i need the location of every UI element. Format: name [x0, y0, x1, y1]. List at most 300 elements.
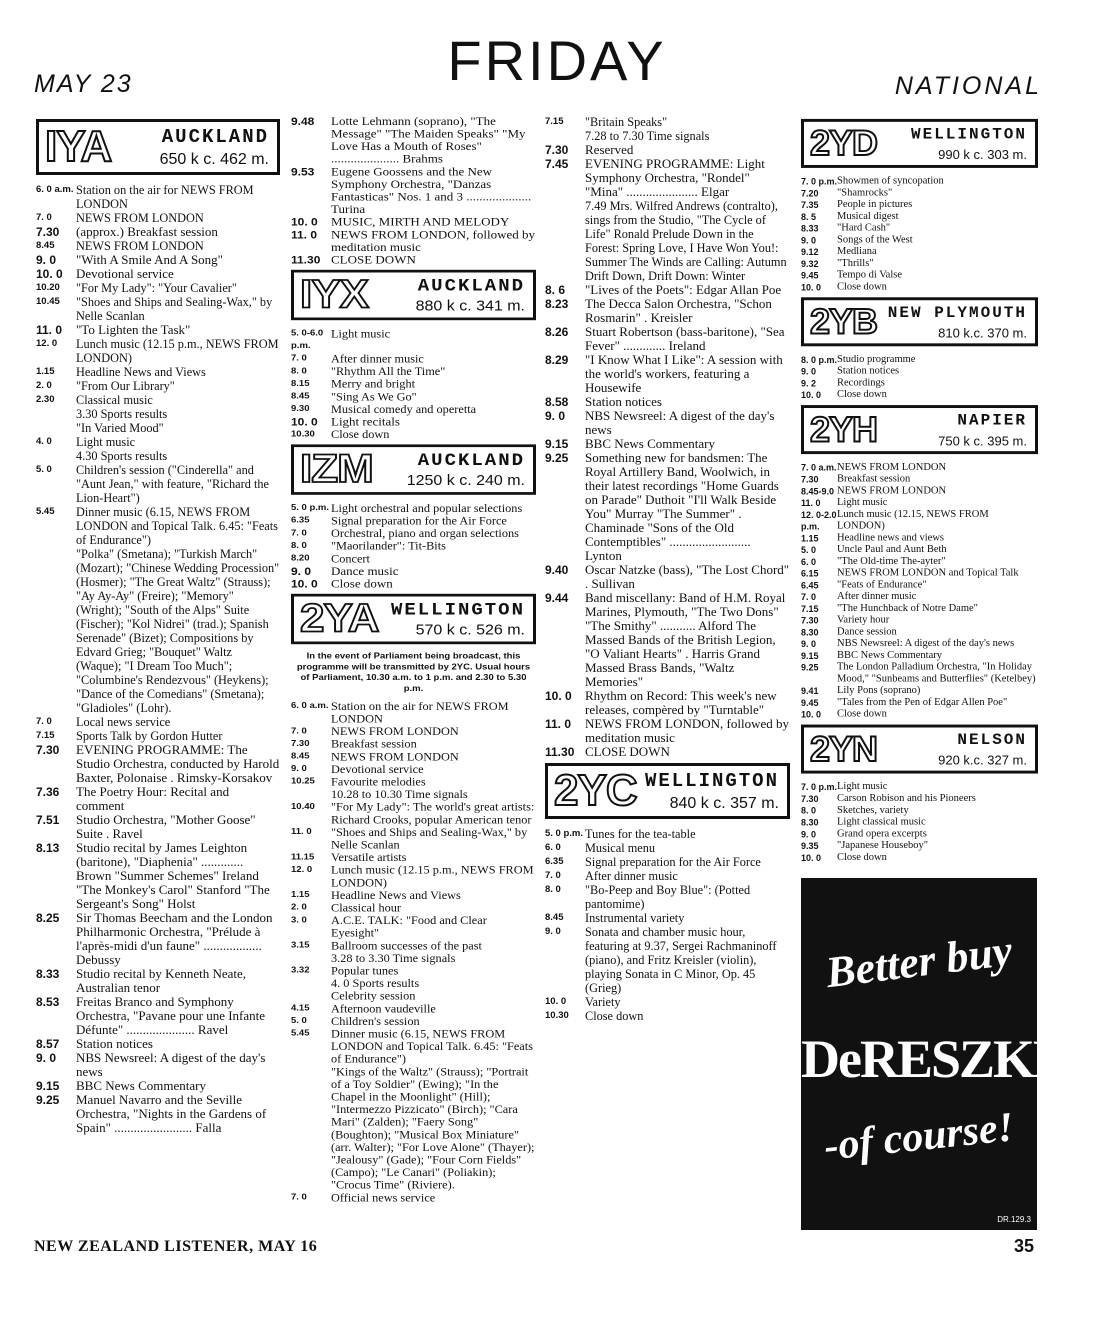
ad-line-1: Better buy — [823, 925, 1015, 998]
entry-description: "Polka" (Smetana); "Turkish March" (Mozart); "Chinese Wedding Procession" (Hosmer); "The Great Waltz" (Strauss); "Ay Ay-Ay" (Freire); "Memory" (Wright); "South of the Alps" Suite (Fischer); "Kol Nidrei" (trad.); Spanish Serenade" (Bizet); Compositions by Edvard Grieg; "Bouquet" Waltz (Waque); "I Dream Too Much"; "Columbine's Rendezvous" (Heykens); "Dance of the Comedians" (Smetana); "Gladioles" (Lohr). — [76, 547, 280, 715]
entry-description: "To Lighten the Task" — [76, 322, 191, 337]
schedule-entry — [801, 781, 1038, 793]
entry-description: Variety — [585, 995, 621, 1009]
schedule-entry — [801, 462, 1038, 474]
entry-description: NBS Newsreel: A digest of the day's news — [585, 408, 775, 437]
entry-time: 11. 0 — [36, 323, 63, 337]
schedule-entry — [801, 627, 1038, 639]
schedule-list — [801, 781, 1038, 863]
schedule-entry — [801, 246, 1038, 258]
entry-description: NBS Newsreel: A digest of the day's news — [76, 1050, 266, 1079]
station-header-1ya — [36, 119, 280, 175]
entry-time: 9. 0 — [291, 565, 312, 578]
entry-description: Light music — [76, 435, 136, 449]
entry-description: EVENING PROGRAMME: Light Symphony Orchestra, "Rondel" "Mina" ...................... Elgar — [585, 156, 765, 199]
entry-description: Local news service — [76, 715, 171, 729]
schedule-entry — [801, 580, 1038, 592]
station-frequency: 920 k.c. 327 m. — [938, 752, 1027, 768]
schedule-entry — [545, 283, 790, 297]
entry-time: 7.30 — [545, 143, 569, 157]
page-day-title: FRIDAY — [447, 29, 667, 92]
entry-description: NEWS FROM LONDON — [837, 485, 947, 497]
entry-description: "Lives of the Poets": Edgar Allan Poe — [585, 282, 782, 297]
station-city: NELSON — [957, 731, 1027, 750]
entry-time: 3.32 — [291, 965, 310, 976]
entry-description: "Shamrocks" — [837, 187, 893, 199]
parliament-note: In the event of Parliament being broadcast, this programme will be transmitted by 2YC. Usual hours of Parliament, 10.30 a.m. to 1 p.m. and 2.30 to 5.30 p.m. — [296, 651, 531, 694]
entry-time: 6. 0 — [545, 842, 561, 853]
entry-description: MUSIC, MIRTH AND MELODY — [331, 214, 510, 229]
schedule-entry — [801, 282, 1038, 294]
schedule-entry — [801, 211, 1038, 223]
schedule-entry — [291, 864, 536, 889]
entry-time: 7.30 — [801, 474, 819, 485]
schedule-entry — [291, 965, 536, 978]
entry-description: Station notices — [76, 1036, 153, 1051]
entry-time: 8.45 — [291, 751, 310, 762]
schedule-entry — [36, 967, 280, 995]
entry-description: Musical menu — [585, 841, 656, 855]
entry-time: 10.45 — [36, 296, 60, 307]
entry-description: Grand opera excerpts — [837, 828, 927, 840]
schedule-entry — [291, 914, 536, 939]
station-frequency: 880 k c. 341 m. — [415, 298, 525, 314]
entry-time: 5. 0 p.m. — [545, 828, 584, 839]
entry-time: 8.30 — [801, 817, 819, 828]
schedule-entry — [36, 379, 280, 393]
station-frequency: 650 k c. 462 m. — [159, 151, 269, 168]
entry-time: 9.30 — [291, 403, 310, 414]
entry-description: "Bo-Peep and Boy Blue": (Potted pantomime) — [585, 883, 751, 911]
entry-description: 10.28 to 10.30 Time signals — [331, 788, 468, 801]
entry-time: 7. 0 — [801, 592, 817, 603]
entry-description: Freitas Branco and Symphony Orchestra, "Pavane pour une Infante Défunte" ..................... Ravel — [76, 994, 266, 1037]
entry-time: 11.30 — [545, 745, 575, 759]
entry-description: Oscar Natzke (bass), "The Lost Chord" . Sullivan — [585, 562, 790, 591]
schedule-list — [545, 115, 790, 759]
entry-description: Light music — [837, 497, 888, 508]
station-city: NAPIER — [957, 411, 1027, 430]
entry-description: Studio recital by Kenneth Neate, Australian tenor — [76, 966, 247, 995]
station-header-2yh — [801, 405, 1038, 454]
entry-time: 7.15 — [545, 116, 564, 127]
entry-time: 9.15 — [36, 1079, 60, 1093]
entry-description: Station notices — [837, 365, 900, 377]
entry-description: Signal preparation for the Air Force — [585, 855, 761, 869]
entry-description: Close down — [837, 389, 887, 401]
entry-time — [36, 407, 76, 421]
station-frequency: 990 k c. 303 m. — [938, 147, 1027, 163]
schedule-entry — [545, 325, 790, 353]
entry-time: 8.33 — [36, 967, 60, 981]
entry-time: 3. 0 — [291, 915, 307, 925]
entry-time: 7. 0 a.m. — [801, 462, 837, 473]
entry-time: 9. 0 — [36, 1051, 57, 1065]
schedule-list — [291, 502, 536, 590]
schedule-entry — [291, 552, 536, 565]
entry-description: Sir Thomas Beecham and the London Philharmonic Orchestra, "Prélude à l'après-midi d'un faune" .................. Debussy — [76, 910, 273, 967]
schedule-entry — [291, 889, 536, 902]
station-logo: IYX — [300, 272, 368, 317]
entry-description: CLOSE DOWN — [585, 744, 670, 759]
entry-description: Medliana — [837, 246, 877, 258]
entry-time: 4. 0 — [36, 436, 52, 447]
entry-description: NEWS FROM LONDON — [76, 239, 204, 253]
entry-time: 7. 0 p.m. — [801, 782, 838, 793]
entry-time: 10. 0 — [291, 577, 318, 591]
station-frequency: 1250 k c. 240 m. — [406, 473, 525, 489]
schedule-entry — [801, 840, 1038, 852]
schedule-entry — [545, 395, 790, 409]
entry-description: Studio recital by James Leighton (baritone), "Diaphenia" ............. Brown "Summer Schemes" Ireland "The Monkey's Carol" Stanford "The Sergeant's Song" Holst — [76, 840, 270, 911]
entry-time: 8. 6 — [545, 283, 566, 297]
schedule-entry — [801, 354, 1038, 366]
entry-description: "For My Lady": The world's great artists: Richard Crooks, popular American tenor — [331, 800, 535, 826]
entry-time — [291, 788, 331, 801]
schedule-entry — [291, 1002, 536, 1015]
schedule-entry — [801, 556, 1038, 568]
station-logo: 2YB — [810, 301, 878, 342]
entry-description: Close down — [837, 708, 887, 720]
entry-description: Light music — [837, 781, 888, 793]
schedule-entry — [291, 738, 536, 751]
station-header-2yn — [801, 725, 1038, 774]
entry-description: EVENING PROGRAMME: The Studio Orchestra, conducted by Harold Baxter, Polonaise . Rimsky-Korsakov — [76, 742, 280, 785]
entry-time: 9.45 — [801, 270, 819, 281]
station-city: WELLINGTON — [644, 770, 779, 792]
schedule-entry — [545, 409, 790, 437]
schedule-entry — [801, 685, 1038, 697]
entry-description: Close down — [837, 851, 887, 863]
schedule-list — [291, 327, 536, 440]
schedule-entry — [36, 449, 280, 463]
entry-time: 6. 0 — [801, 556, 817, 567]
entry-description: Afternoon vaudeville — [331, 1002, 436, 1015]
entry-description: Dance session — [837, 626, 897, 638]
entry-description: Lunch music (12.15 p.m., NEWS FROM LONDON) — [331, 863, 534, 889]
entry-time: 7.30 — [36, 743, 60, 757]
entry-time: 8.45-9.0 — [801, 486, 835, 497]
station-frequency: 840 k c. 357 m. — [669, 795, 779, 812]
station-city: NEW PLYMOUTH — [887, 304, 1027, 322]
entry-description: Lotte Lehmann (soprano), "The Message" "The Maiden Speaks" "My Love Has a Mouth of Roses" ..................... Brahms — [331, 114, 526, 166]
entry-description: 3.28 to 3.30 Time signals — [331, 952, 456, 965]
entry-description: CLOSE DOWN — [331, 252, 416, 267]
schedule-entry — [36, 281, 280, 295]
entry-description: "Tales from the Pen of Edgar Allen Poe" — [837, 697, 1008, 708]
schedule-entry — [291, 365, 536, 378]
entry-description: Favourite melodies — [331, 775, 426, 789]
entry-description: "I Know What I Like": A session with the world's workers, featuring a Housewife — [585, 352, 783, 395]
schedule-entry — [545, 129, 790, 143]
entry-description: The Decca Salon Orchestra, "Schon Rosmarin" . Kreisler — [585, 296, 772, 325]
schedule-entry — [36, 1079, 280, 1093]
entry-time: 9. 0 — [36, 253, 57, 267]
entry-description: Station notices — [585, 394, 662, 409]
entry-description: Uncle Paul and Aunt Beth — [837, 544, 947, 556]
schedule-entry — [545, 869, 790, 883]
entry-description: Tempo di Valse — [837, 269, 902, 281]
schedule-entry — [801, 366, 1038, 378]
entry-description: Classical hour — [331, 901, 402, 915]
entry-time: 9.40 — [545, 563, 569, 577]
entry-description: The London Palladium Orchestra, "In Holiday Mood," "Sunbeams and Butterflies" (Ketelbey) — [837, 661, 1036, 685]
entry-description: BBC News Commentary — [585, 436, 715, 451]
schedule-entry — [291, 700, 536, 725]
entry-time: 8.45 — [545, 912, 564, 923]
station-header-2yd — [801, 119, 1038, 168]
column-2 — [291, 115, 536, 1204]
schedule-entry — [36, 1037, 280, 1051]
entry-description: "Shoes and Ships and Sealing-Wax," by Nelle Scanlan — [76, 295, 273, 323]
entry-description: "The Old-time The-ayter" — [837, 556, 946, 567]
entry-description: 7.28 to 7.30 Time signals — [585, 129, 710, 143]
entry-time: 8.15 — [291, 378, 310, 389]
schedule-entry — [36, 729, 280, 743]
entry-time: 11. 0 — [801, 498, 821, 508]
entry-description: "Shoes and Ships and Sealing-Wax," by Nelle Scanlan — [331, 826, 528, 852]
station-logo: IZM — [300, 447, 373, 492]
entry-description: After dinner music — [331, 352, 424, 366]
schedule-entry — [36, 911, 280, 967]
entry-time: 8. 0 — [545, 884, 561, 895]
station-logo: 2YN — [810, 728, 878, 769]
entry-time: 7.51 — [36, 813, 60, 827]
schedule-entry — [801, 828, 1038, 840]
entry-description: Dinner music (6.15, NEWS FROM LONDON and Topical Talk. 6.45: "Feats of Endurance") — [76, 505, 278, 547]
entry-time: 7. 0 — [291, 1192, 307, 1203]
entry-time: 10. 0 — [801, 852, 822, 863]
entry-description: Children's session ("Cinderella" and "Aunt Jean," with feature, "Richard the Lion-Heart") — [76, 463, 269, 505]
entry-time: 1.15 — [36, 366, 55, 377]
entry-description: People in pictures — [837, 199, 913, 211]
entry-time: 3.15 — [291, 940, 310, 951]
entry-description: "Sing As We Go" — [331, 390, 417, 403]
entry-time: 4.15 — [291, 1003, 310, 1014]
entry-time — [291, 977, 331, 990]
schedule-entry — [291, 1028, 536, 1066]
footer-publication: NEW ZEALAND LISTENER, MAY 16 — [34, 1238, 318, 1255]
schedule-entry — [291, 776, 536, 789]
page-date: MAY 23 — [34, 70, 133, 98]
dereszke-advertisement — [801, 878, 1068, 1230]
entry-description: Lunch music (12.15 p.m., NEWS FROM LONDON) — [76, 337, 279, 365]
entry-time: 7. 0 — [291, 726, 307, 736]
schedule-entry — [291, 939, 536, 952]
entry-description: "With A Smile And A Song" — [76, 252, 223, 267]
schedule-entry — [801, 474, 1038, 486]
entry-description: Variety hour — [837, 614, 890, 626]
schedule-entry — [291, 750, 536, 763]
station-logo: 2YA — [300, 596, 379, 641]
station-city: AUCKLAND — [161, 126, 269, 148]
schedule-entry — [801, 697, 1038, 709]
station-frequency: 570 k c. 526 m. — [415, 622, 525, 638]
entry-description: Celebrity session — [331, 989, 416, 1003]
entry-description: BBC News Commentary — [76, 1078, 206, 1093]
entry-time: 11. 0 — [545, 717, 572, 731]
entry-description: Light classical music — [837, 816, 926, 828]
ad-brand: DeRESZKE — [801, 1029, 1068, 1089]
entry-description: 4.30 Sports results — [76, 449, 168, 463]
schedule-entry — [801, 544, 1038, 556]
schedule-entry — [36, 393, 280, 407]
schedule-entry — [801, 188, 1038, 200]
entry-description: Studio Orchestra, "Mother Goose" Suite . Ravel — [76, 812, 256, 841]
schedule-entry — [36, 407, 280, 421]
entry-description: A.C.E. TALK: "Food and Clear Eyesight" — [331, 914, 487, 940]
entry-time: 8.23 — [545, 297, 569, 311]
entry-description: Dinner music (6.15, NEWS FROM LONDON and Topical Talk. 6.45: "Feats of Endurance") — [331, 1027, 533, 1066]
schedule-entry — [36, 183, 280, 211]
entry-time: 9.12 — [801, 247, 819, 258]
schedule-entry — [801, 270, 1038, 282]
entry-time: 10. 0 — [545, 689, 572, 703]
entry-description: Musical digest — [837, 211, 899, 222]
entry-time: 9. 0 — [801, 639, 817, 650]
schedule-entry — [291, 527, 536, 540]
entry-time: 7. 0 — [36, 212, 52, 223]
schedule-entry — [291, 353, 536, 366]
entry-description: Musical comedy and operetta — [331, 403, 477, 416]
schedule-entry — [291, 515, 536, 528]
schedule-entry — [801, 603, 1038, 615]
entry-time: 7. 0 — [291, 353, 307, 364]
entry-time: 8. 0 — [291, 366, 307, 376]
entry-time: 6. 0 a.m. — [291, 700, 329, 711]
entry-time: 1.15 — [291, 889, 310, 900]
schedule-entry — [291, 540, 536, 553]
station-city: AUCKLAND — [417, 276, 525, 296]
entry-description: 7.49 Mrs. Wilfred Andrews (contralto), sings from the Studio, "The Cycle of Life" Ronald Prelude Down in the Forest: Spring Love, I Have Won You!: Summer The Winds are Calling: Autumn Drift Down, Drift Down: Winter — [585, 199, 787, 283]
entry-description: Close down — [585, 1009, 644, 1023]
entry-description: After dinner music — [585, 869, 678, 883]
entry-time: 12. 0 — [291, 864, 313, 875]
entry-description: Station on the air for NEWS FROM LONDON — [76, 183, 254, 211]
schedule-entry — [545, 353, 790, 395]
entry-description: Songs of the West — [837, 234, 913, 246]
entry-time: 9. 0 — [291, 763, 307, 774]
entry-time: 8. 0 — [291, 540, 307, 551]
entry-time: 10.40 — [291, 801, 315, 812]
entry-time: 9.35 — [801, 841, 819, 851]
entry-description: Band miscellany: Band of H.M. Royal Marines, Plymouth, "The Two Dons" "The Smithy" ........... Alford The Massed Bands of the British Legion, "O Valiant Hearts" . Harris Grand Massed Brass Bands, "Waltz Memories" — [585, 590, 786, 689]
schedule-entry — [36, 365, 280, 379]
schedule-entry — [801, 662, 1038, 686]
entry-time: 10. 0 — [801, 390, 822, 401]
schedule-entry — [801, 817, 1038, 829]
schedule-entry — [801, 805, 1038, 817]
schedule-entry — [545, 115, 790, 129]
entry-time: 12. 0 — [36, 338, 58, 349]
entry-description: Something new for bandsmen: The Royal Artillery Band, Woolwich, in their latest recordings "Home Guards on Parade" Duthoit "I'll Walk Beside You" Murray "The Summer" . Chaminade "Sons of the Old Contemptibles" ......................... Lynton — [585, 450, 779, 563]
schedule-entry — [36, 547, 280, 715]
entry-time: 9.44 — [545, 591, 569, 605]
entry-time: 7. 0 — [291, 528, 307, 538]
network-label: NATIONAL — [894, 72, 1042, 100]
entry-description: "Hard Cash" — [837, 222, 891, 234]
schedule-entry — [36, 505, 280, 547]
entry-time: 9.25 — [545, 451, 569, 465]
entry-description: NBS Newsreel: A digest of the day's news — [837, 638, 1015, 650]
schedule-entry — [801, 389, 1038, 401]
schedule-entry — [545, 827, 790, 841]
entry-description: "Britain Speaks" — [585, 115, 668, 129]
entry-time: 9.15 — [801, 651, 819, 661]
entry-time: 5.45 — [291, 1028, 310, 1039]
schedule-entry — [545, 911, 790, 925]
schedule-entry — [545, 563, 790, 591]
schedule-entry — [36, 1093, 280, 1135]
entry-description: BBC News Commentary — [837, 650, 942, 661]
entry-description: Eugene Goossens and the New Symphony Orchestra, "Danzas Fantasticas" Nos. 1 and 3 .................... Turina — [331, 164, 532, 216]
schedule-entry — [801, 591, 1038, 603]
schedule-entry — [291, 327, 536, 352]
entry-description: Rhythm on Record: This week's new releases, compèred by "Turntable" — [585, 688, 777, 717]
entry-time: 1.15 — [801, 533, 819, 544]
schedule-entry — [545, 883, 790, 911]
station-logo: 2YD — [810, 122, 878, 164]
entry-time: 12. 0-2.0 p.m. — [801, 509, 837, 532]
schedule-entry — [291, 1065, 536, 1191]
entry-time: 10. 0 — [545, 996, 567, 1007]
ad-line-3: -of course! — [822, 1104, 1016, 1170]
entry-time: 9.25 — [801, 662, 819, 673]
schedule-entry — [801, 852, 1038, 864]
schedule-entry — [801, 532, 1038, 544]
entry-time: 7. 0 — [36, 716, 52, 727]
entry-description: NEWS FROM LONDON — [76, 211, 204, 225]
station-frequency: 750 k c. 395 m. — [938, 433, 1027, 449]
entry-time: 9.32 — [801, 259, 819, 269]
schedule-entry — [291, 578, 536, 591]
entry-description: Light orchestral and popular selections — [331, 502, 523, 515]
entry-description: Light music — [331, 327, 391, 340]
entry-description: 4. 0 Sports results — [331, 977, 420, 990]
entry-description: Ballroom successes of the past — [331, 939, 482, 952]
schedule-entry — [545, 157, 790, 199]
schedule-entry — [36, 435, 280, 449]
entry-time: 9.53 — [291, 165, 315, 178]
entry-time: 5. 0 — [36, 464, 52, 475]
entry-description: The Poetry Hour: Recital and comment — [76, 784, 230, 813]
schedule-entry — [291, 801, 536, 826]
entry-time: 6.35 — [291, 515, 310, 526]
entry-time: 7.30 — [801, 615, 819, 626]
schedule-entry — [545, 297, 790, 325]
entry-description: Headline News and Views — [76, 365, 206, 379]
entry-time: 10. 0 — [36, 267, 63, 281]
schedule-entry — [291, 826, 536, 851]
entry-description: Sketches, variety — [837, 804, 909, 816]
entry-description: Popular tunes — [331, 964, 399, 978]
entry-description: "Kings of the Waltz" (Strauss); "Portrait of a Toy Soldier" (Ewing); "In the Chapel in the Moonlight" (Hill); "Intermezzo Pizzicato" (Birch); "Cara Mari" (Zalden); "Faery Song" (Boughton); "Musical Box Miniature" (arr. Walter); "For Love Alone" (Thayer); "Jealousy" (Gade); "Four Corn Fields" (Campo); "Le Canari" (Poliakin); "Crocus Time" (Riviere). — [331, 1065, 535, 1192]
entry-description: "Feats of Endurance" — [837, 579, 927, 591]
schedule-entry — [545, 143, 790, 157]
station-frequency: 810 k.c. 370 m. — [938, 325, 1027, 341]
entry-time: 2.30 — [36, 394, 55, 405]
entry-time: 8.58 — [545, 395, 569, 409]
entry-time: 8.53 — [36, 995, 60, 1009]
entry-description: NEWS FROM LONDON and Topical Talk — [837, 567, 1019, 579]
schedule-entry — [291, 952, 536, 965]
entry-description: Headline News and Views — [331, 889, 461, 902]
schedule-entry — [291, 428, 536, 441]
entry-time: 10.25 — [291, 776, 315, 787]
entry-time — [291, 990, 331, 1003]
schedule-entry — [36, 211, 280, 225]
entry-time: 5. 0 — [801, 545, 817, 556]
